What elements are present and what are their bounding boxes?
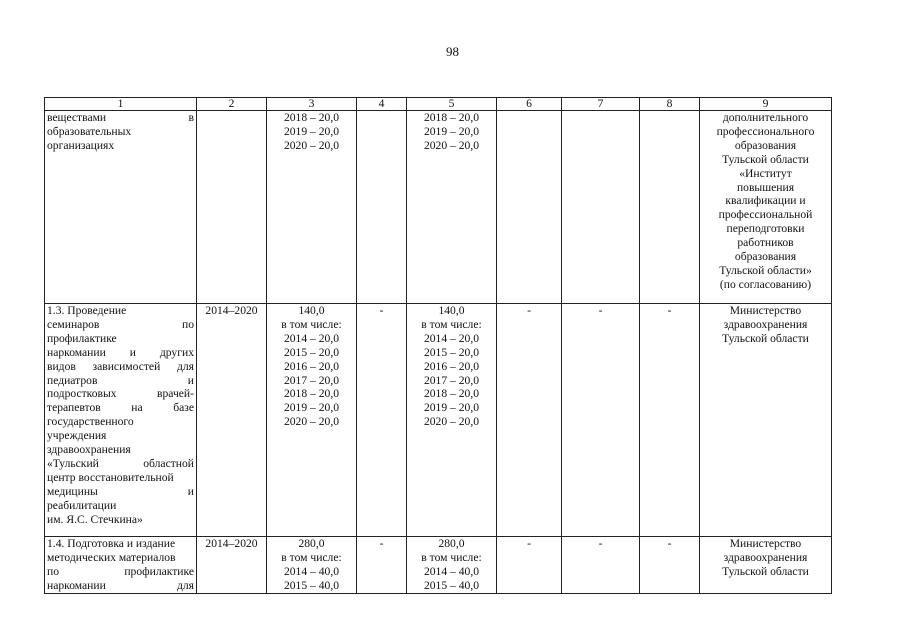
row-3-col9: Министерство здравоохранения Тульской области [700,537,832,594]
header-cell: 7 [562,98,640,111]
row-1-col4 [357,111,407,304]
row-2-col8: - [640,304,700,537]
header-cell: 2 [197,98,267,111]
header-cell: 1 [45,98,197,111]
row-1-col7 [562,111,640,304]
header-cell: 5 [407,98,497,111]
row-1-col5: 2018 – 20,0 2019 – 20,0 2020 – 20,0 [407,111,497,304]
row-3-col4: - [357,537,407,594]
row-1-col8 [640,111,700,304]
row-3-col7: - [562,537,640,594]
page-number: 98 [446,44,459,59]
table-row [45,537,832,594]
header-cell: 8 [640,98,700,111]
header-row [45,98,832,111]
row-2-col1: 1.3. Проведение семинаров по профилактике наркомании и других видов зависимостей для педиатров и подростковых врачей- терапевтов на базе государственного учреждения здравоохранения «Тульский областной центр восстановительной медицины и реабилитации им. Я.С. Стечкина» [45,304,197,537]
row-3-col1: 1.4. Подготовка и издание методических материалов по профилактике наркомании для [45,537,197,594]
row-1-col6 [497,111,562,304]
row-1-col9: дополнительного профессионального образования Тульской области «Институт повышения квалификации и профессиональной переподготовки работников образования Тульской области» (по согласованию) [700,111,832,304]
row-3-col8: - [640,537,700,594]
row-1-col2 [197,111,267,304]
row-2-col9: Министерство здравоохранения Тульской области [700,304,832,537]
table-row [45,304,832,537]
row-1-col3: 2018 – 20,0 2019 – 20,0 2020 – 20,0 [267,111,357,304]
header-cell: 9 [700,98,832,111]
row-2-col2: 2014–2020 [197,304,267,537]
header-cell: 6 [497,98,562,111]
row-3-col5: 280,0 в том числе: 2014 – 40,0 2015 – 40,0 [407,537,497,594]
row-2-col5: 140,0 в том числе: 2014 – 20,0 2015 – 20,0 2016 – 20,0 2017 – 20,0 2018 – 20,0 2019 – 20,0 2020 – 20,0 [407,304,497,537]
row-3-col2: 2014–2020 [197,537,267,594]
header-cell: 4 [357,98,407,111]
program-table [44,97,832,594]
row-1-col1: веществами в образовательных организациях [45,111,197,304]
row-2-col3: 140,0 в том числе: 2014 – 20,0 2015 – 20,0 2016 – 20,0 2017 – 20,0 2018 – 20,0 2019 – 20,0 2020 – 20,0 [267,304,357,537]
row-2-col6: - [497,304,562,537]
header-cell: 3 [267,98,357,111]
row-2-col7: - [562,304,640,537]
row-3-col6: - [497,537,562,594]
row-3-col3: 280,0 в том числе: 2014 – 40,0 2015 – 40,0 [267,537,357,594]
table-row [45,111,832,304]
row-2-col4: - [357,304,407,537]
